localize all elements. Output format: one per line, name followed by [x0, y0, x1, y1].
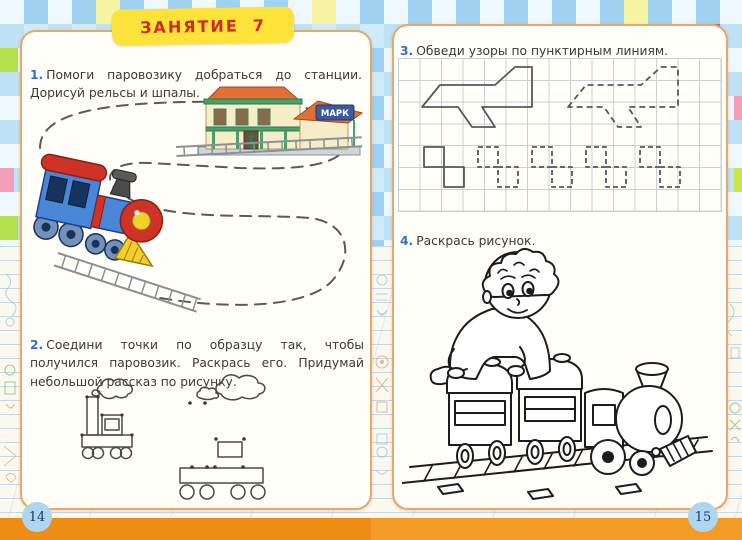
task2-illustration: [28, 372, 362, 506]
bottom-orange-bar: [0, 518, 742, 540]
sample-train: [82, 379, 132, 459]
pattern-squares-dashed: [478, 147, 680, 187]
page-number-right: [688, 502, 718, 532]
pattern-plane-dashed: [568, 67, 678, 127]
margin-doodle: [2, 440, 18, 500]
task-2-number: 2.: [30, 338, 44, 353]
task-2-text: Соедини точки по образцу так, чтобы получился паровозик. Раскрась его. Придумай небольшой рассказ по рисунку.: [30, 338, 364, 389]
accent-square: [0, 48, 18, 72]
rail-sleepers: [438, 484, 641, 499]
boy-hair: [483, 249, 559, 297]
toy-locomotive: [585, 363, 696, 475]
task-3-text: Обведи узоры по пунктирным линиям.: [416, 44, 669, 59]
task-1-number: 1.: [30, 68, 44, 83]
pattern-squares-solid: [424, 147, 464, 187]
gutter-doodle: [374, 430, 390, 500]
margin-doodle: [2, 360, 18, 420]
accent-square: [734, 168, 742, 192]
task-1-text: Помоги паровозику добраться до станции. Дорисуй рельсы и шпалы.: [30, 68, 362, 101]
lesson-header-number: 7: [252, 15, 267, 35]
margin-doodle: [728, 400, 742, 480]
boy-left-hand: [448, 368, 464, 378]
accent-square: [624, 0, 648, 24]
station-sign: МАРК: [320, 109, 350, 119]
page-number-right-value: 15: [694, 509, 712, 525]
locomotive-illustration: [26, 153, 171, 268]
lesson-header: [112, 6, 295, 45]
gutter-doodle: [374, 350, 390, 420]
gutter-doodle: [374, 270, 390, 340]
connect-dots: [80, 395, 245, 468]
tracing-patterns: [398, 58, 721, 211]
page-number-left: [22, 502, 52, 532]
task1-illustration: [26, 83, 370, 318]
train-track: [54, 253, 201, 312]
lesson-header-label: ЗАНЯТИЕ: [139, 15, 239, 37]
page-number-left-value: 14: [28, 509, 46, 525]
task-3-number: 3.: [400, 44, 414, 59]
accent-square: [0, 216, 18, 240]
task-4-text: Раскрась рисунок.: [416, 234, 536, 249]
accent-square: [734, 96, 742, 120]
coloring-illustration-boy-train: [402, 243, 724, 501]
dot-to-dot-train: [180, 375, 265, 499]
pattern-plane-solid: [422, 67, 532, 127]
margin-doodle: [728, 300, 742, 380]
margin-doodle: [2, 270, 18, 330]
accent-square: [312, 0, 336, 24]
boy-right-hand: [508, 366, 524, 376]
boy: [448, 249, 559, 379]
task-4-number: 4.: [400, 234, 414, 249]
accent-square: [0, 168, 14, 192]
